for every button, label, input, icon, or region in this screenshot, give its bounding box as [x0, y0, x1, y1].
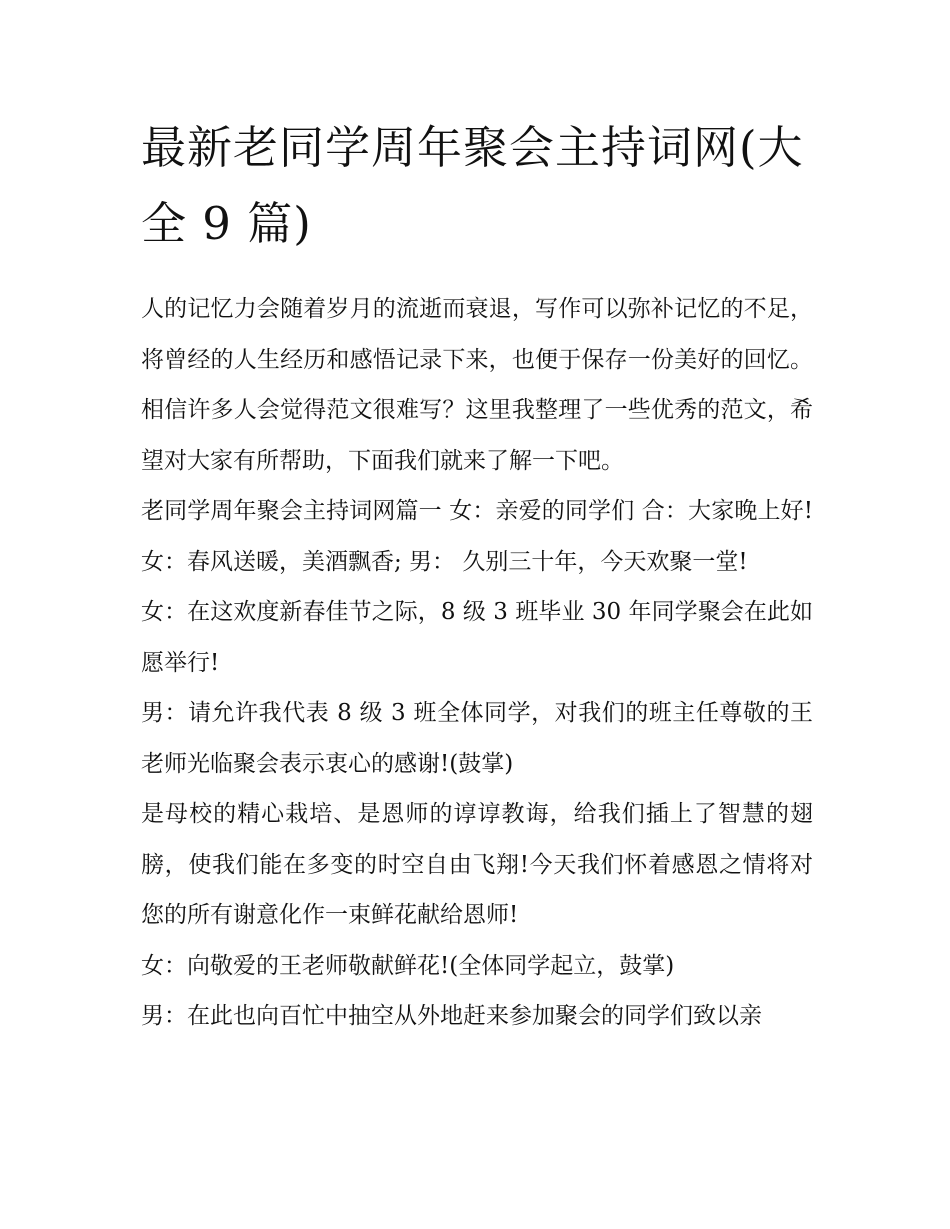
paragraph: 女：向敬爱的王老师敬献鲜花!(全体同学起立，鼓掌)	[141, 952, 675, 979]
document-page	[141, 110, 813, 1042]
document-title: 最新老同学周年聚会主持词网(大全 9 篇)	[141, 121, 804, 250]
paragraph: 老同学周年聚会主持词网篇一 女：亲爱的同学们 合：大家晚上好! 女：春风送暖，美酒飘香; 男： 久别三十年，今天欢聚一堂!	[141, 498, 813, 575]
paragraph: 男：请允许我代表 8 级 3 班全体同学，对我们的班主任尊敬的王老师光临聚会表示衷心的感谢!(鼓掌)	[141, 700, 813, 777]
paragraph: 是母校的精心栽培、是恩师的谆谆教诲，给我们插上了智慧的翅膀，使我们能在多变的时空自由飞翔!今天我们怀着感恩之情将对您的所有谢意化作一束鲜花献给恩师!	[141, 801, 813, 928]
paragraph: 男：在此也向百忙中抽空从外地赶来参加聚会的同学们致以亲	[141, 1003, 762, 1029]
paragraph: 人的记忆力会随着岁月的流逝而衰退，写作可以弥补记忆的不足，将曾经的人生经历和感悟记录下来，也便于保存一份美好的回忆。相信许多人会觉得范文很难写？这里我整理了一些优秀的范文，希望对大家有所帮助，下面我们就来了解一下吧。	[141, 296, 813, 474]
paragraph: 女：在这欢度新春佳节之际，8 级 3 班毕业 30 年同学聚会在此如愿举行!	[141, 599, 813, 676]
